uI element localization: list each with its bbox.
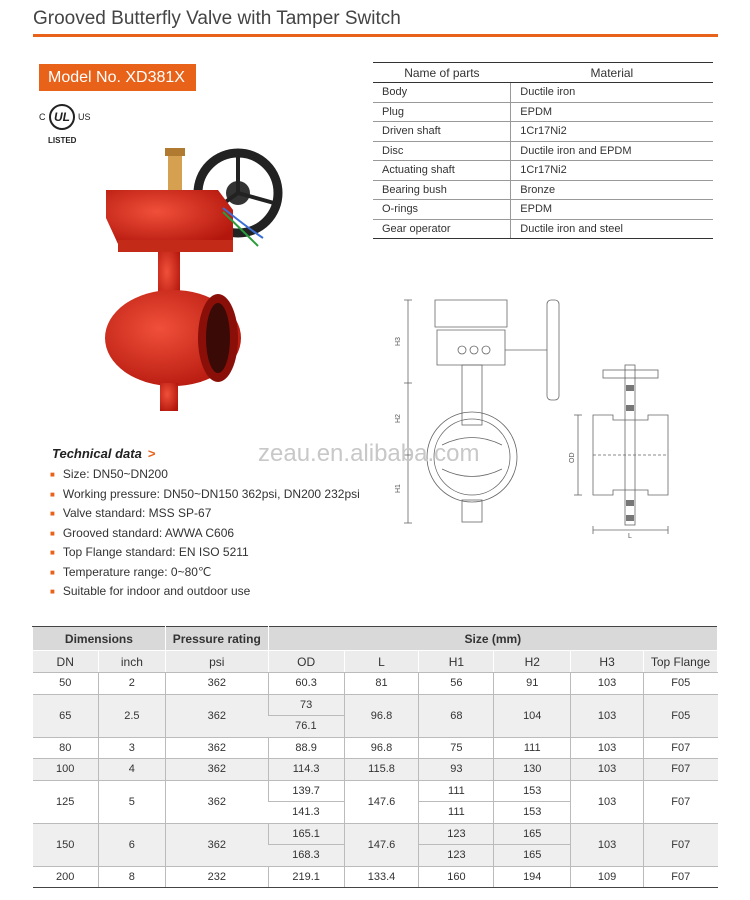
tech-item-text: Size: DN50~DN200 (62, 467, 168, 481)
part-material: 1Cr17Ni2 (511, 122, 713, 142)
table-cell: F07 (644, 737, 718, 759)
table-cell: F07 (644, 759, 718, 781)
table-cell: 103 (571, 737, 644, 759)
table-cell: 2 (98, 673, 165, 695)
materials-table (373, 62, 713, 239)
table-cell: F05 (644, 673, 718, 695)
list-item (50, 563, 360, 583)
table-cell: 168.3 (268, 845, 344, 867)
table-cell: 73 (268, 694, 344, 716)
table-cell: 139.7 (268, 780, 344, 802)
table-cell: 153 (494, 802, 571, 824)
table-cell: 96.8 (344, 737, 419, 759)
materials-row (373, 141, 713, 161)
bullet-icon: ■ (50, 509, 55, 519)
technical-data-label: Technical data (52, 446, 142, 461)
materials-header-material: Material (511, 63, 713, 83)
table-cell: 103 (571, 694, 644, 737)
chevron-right-icon: > (147, 446, 156, 461)
part-material: Ductile iron (511, 83, 713, 103)
table-cell: 68 (419, 694, 494, 737)
table-row (33, 694, 718, 716)
ul-c-mark: C (39, 112, 46, 122)
bullet-icon: ■ (50, 528, 55, 538)
part-name: Disc (373, 141, 511, 161)
table-cell: 111 (419, 802, 494, 824)
table-cell: 81 (344, 673, 419, 695)
page-title: Grooved Butterfly Valve with Tamper Switch (33, 8, 401, 29)
column-header: DN (33, 651, 99, 673)
table-cell: 153 (494, 780, 571, 802)
h1-label: H1 (395, 484, 402, 493)
table-cell: 60.3 (268, 673, 344, 695)
table-cell: 93 (419, 759, 494, 781)
list-item (50, 524, 360, 544)
watermark: zeau.en.alibaba.com (258, 440, 480, 467)
table-cell: 3 (98, 737, 165, 759)
table-cell: 88.9 (268, 737, 344, 759)
bullet-icon: ■ (50, 548, 55, 558)
part-material: EPDM (511, 200, 713, 220)
title-divider (33, 34, 718, 37)
table-cell: 125 (33, 780, 99, 823)
table-cell: 6 (98, 823, 165, 866)
table-cell: 362 (165, 737, 268, 759)
table-row (33, 866, 718, 888)
model-badge: Model No. XD381X (39, 64, 196, 91)
tech-item-text: Grooved standard: AWWA C606 (62, 525, 235, 540)
bullet-icon: ■ (50, 567, 55, 577)
bullet-icon: ■ (50, 489, 55, 499)
table-cell: 104 (494, 694, 571, 737)
l-label: L (628, 533, 632, 540)
ul-us-mark: US (78, 112, 91, 122)
table-cell: 111 (494, 737, 571, 759)
table-cell: 8 (98, 866, 165, 888)
table-cell: 76.1 (268, 716, 344, 738)
table-row (33, 759, 718, 781)
list-item (50, 485, 360, 505)
part-material: EPDM (511, 102, 713, 122)
table-cell: F07 (644, 780, 718, 823)
table-cell: 103 (571, 780, 644, 823)
table-cell: 103 (571, 759, 644, 781)
table-cell: F07 (644, 823, 718, 866)
tech-item-text: Valve standard: MSS SP-67 (62, 506, 212, 520)
part-name: O-rings (373, 200, 511, 220)
table-cell: 194 (494, 866, 571, 888)
group-header-dimensions: Dimensions (33, 627, 166, 651)
table-cell: 165 (494, 845, 571, 867)
table-cell: 200 (33, 866, 99, 888)
table-cell: 160 (419, 866, 494, 888)
table-row (33, 737, 718, 759)
part-name: Plug (373, 102, 511, 122)
group-header-size: Size (mm) (268, 627, 717, 651)
column-header: OD (268, 651, 344, 673)
table-cell: 109 (571, 866, 644, 888)
technical-data-title (52, 446, 155, 461)
table-cell: 362 (165, 823, 268, 866)
column-header: H1 (419, 651, 494, 673)
ul-listed-text: LISTED (48, 136, 77, 145)
table-cell: 150 (33, 823, 99, 866)
table-cell: 141.3 (268, 802, 344, 824)
table-cell: 5 (98, 780, 165, 823)
dimensions-table (32, 626, 718, 888)
table-cell: 123 (419, 845, 494, 867)
table-cell: F07 (644, 866, 718, 888)
table-cell: 147.6 (344, 780, 419, 823)
h3-label: H3 (395, 337, 402, 346)
table-cell: 80 (33, 737, 99, 759)
bullet-icon: ■ (50, 587, 55, 597)
valve-product-image (98, 148, 288, 418)
side-section-drawing (568, 360, 678, 540)
od-label: OD (569, 452, 576, 463)
table-cell: 362 (165, 673, 268, 695)
part-material: Bronze (511, 180, 713, 200)
table-cell: 219.1 (268, 866, 344, 888)
table-cell: 133.4 (344, 866, 419, 888)
part-name: Gear operator (373, 219, 511, 239)
table-cell: 114.3 (268, 759, 344, 781)
materials-row (373, 219, 713, 239)
materials-row (373, 102, 713, 122)
tech-item-text: Suitable for indoor and outdoor use (62, 584, 251, 598)
table-cell: 232 (165, 866, 268, 888)
tech-item-text: Temperature range: 0~80℃ (62, 564, 212, 579)
materials-row (373, 161, 713, 181)
table-row (33, 780, 718, 802)
materials-row (373, 122, 713, 142)
part-name: Bearing bush (373, 180, 511, 200)
table-cell: 103 (571, 823, 644, 866)
table-cell: F05 (644, 694, 718, 737)
column-header: psi (165, 651, 268, 673)
column-header: H3 (571, 651, 644, 673)
table-cell: 123 (419, 823, 494, 845)
column-header: H2 (494, 651, 571, 673)
tech-item-text: Working pressure: DN50~DN150 362psi, DN200 232psi (62, 486, 360, 501)
table-cell: 2.5 (98, 694, 165, 737)
materials-row (373, 83, 713, 103)
table-row (33, 823, 718, 845)
column-header: inch (98, 651, 165, 673)
table-cell: 96.8 (344, 694, 419, 737)
bullet-icon: ■ (50, 470, 55, 480)
list-item (50, 543, 360, 563)
table-cell: 147.6 (344, 823, 419, 866)
group-header-pressure: Pressure rating (165, 627, 268, 651)
ul-icon: UL (49, 104, 75, 130)
list-item (50, 504, 360, 524)
list-item (50, 465, 360, 485)
table-cell: 103 (571, 673, 644, 695)
part-name: Driven shaft (373, 122, 511, 142)
table-cell: 362 (165, 759, 268, 781)
part-name: Body (373, 83, 511, 103)
table-cell: 111 (419, 780, 494, 802)
ul-listed-logo (36, 104, 96, 148)
table-cell: 165 (494, 823, 571, 845)
front-view-drawing (392, 295, 567, 530)
part-material: Ductile iron and EPDM (511, 141, 713, 161)
table-cell: 65 (33, 694, 99, 737)
part-material: Ductile iron and steel (511, 219, 713, 239)
table-cell: 91 (494, 673, 571, 695)
list-item (50, 582, 360, 602)
table-cell: 100 (33, 759, 99, 781)
technical-data-list (50, 465, 360, 602)
part-material: 1Cr17Ni2 (511, 161, 713, 181)
h2-label: H2 (395, 414, 402, 423)
column-header: L (344, 651, 419, 673)
table-cell: 56 (419, 673, 494, 695)
table-cell: 362 (165, 780, 268, 823)
tech-item-text: Top Flange standard: EN ISO 5211 (62, 545, 249, 559)
table-cell: 130 (494, 759, 571, 781)
table-cell: 362 (165, 694, 268, 737)
materials-row (373, 200, 713, 220)
table-cell: 75 (419, 737, 494, 759)
table-row (33, 673, 718, 695)
part-name: Actuating shaft (373, 161, 511, 181)
materials-header-parts: Name of parts (373, 63, 511, 83)
table-cell: 165.1 (268, 823, 344, 845)
table-cell: 4 (98, 759, 165, 781)
materials-row (373, 180, 713, 200)
column-header: Top Flange (644, 651, 718, 673)
table-cell: 50 (33, 673, 99, 695)
table-cell: 115.8 (344, 759, 419, 781)
